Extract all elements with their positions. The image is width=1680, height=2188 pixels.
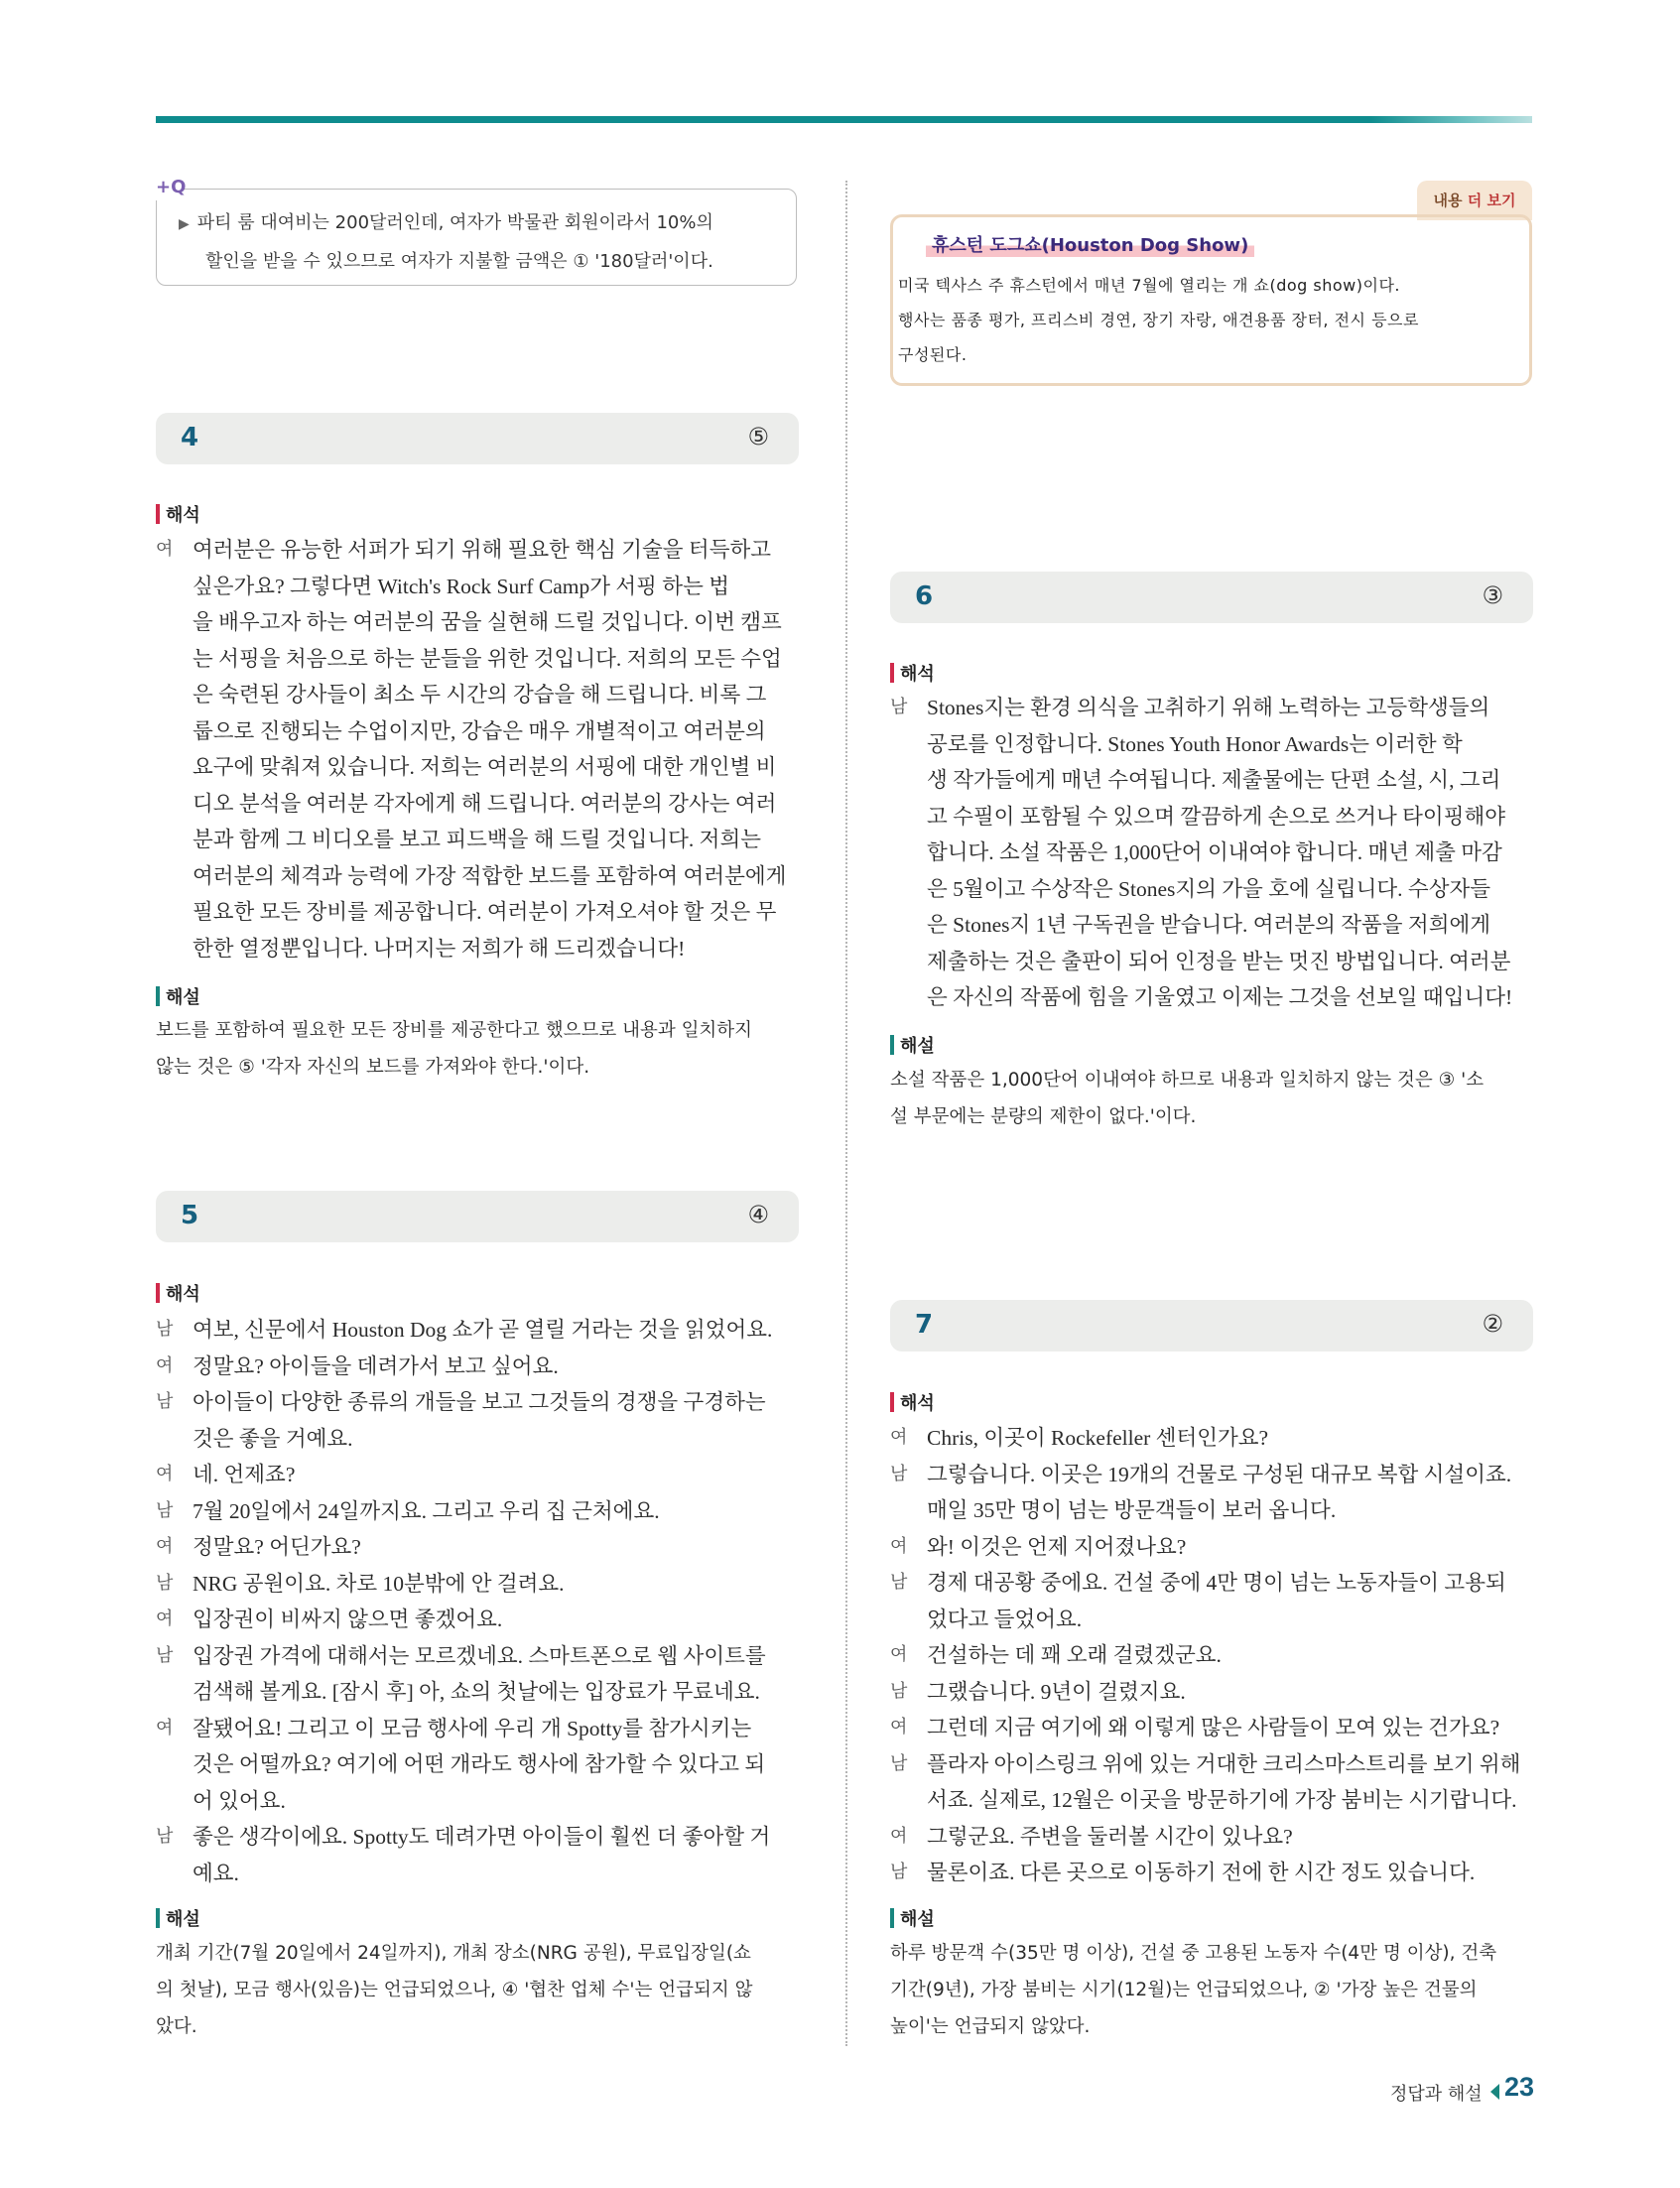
q7-explanation — [890, 1935, 1533, 2045]
translation-line — [156, 532, 799, 569]
question-answer: ④ — [747, 1201, 769, 1228]
speaker-label: 남 — [156, 1391, 174, 1412]
explanation-line — [156, 1012, 799, 1049]
line-text: 좋은 생각이에요. Spotty도 데려가면 아이들이 훨씬 더 좋아할 거 — [193, 1825, 771, 1849]
line-text: 어 있어요. — [193, 1788, 286, 1813]
dialogue-line — [890, 1457, 1533, 1493]
explanation-line — [890, 1062, 1533, 1098]
tip-line-1-text: 파티 룸 대여비는 200달러인데, 여자가 박물관 회원이라서 10%의 — [196, 212, 713, 233]
footer-label: 정답과 해설 — [1390, 2084, 1483, 2105]
line-text: Stones지는 환경 의식을 고취하기 위해 노력하는 고등학생들의 — [927, 696, 1490, 719]
speaker-label: 여 — [890, 1717, 908, 1738]
dialogue-line — [156, 1312, 799, 1349]
info-title: 휴스턴 도그쇼(Houston Dog Show) — [926, 231, 1254, 257]
explanation-line — [890, 1935, 1533, 1972]
top-rule — [156, 116, 1532, 123]
translation-line — [156, 786, 799, 823]
line-text: 네. 언제죠? — [193, 1463, 296, 1486]
speaker-label: 남 — [156, 1319, 174, 1340]
translation-line — [890, 944, 1533, 980]
dialogue-line — [156, 1602, 799, 1638]
dialogue-line — [156, 1529, 799, 1566]
line-text: 검색해 볼게요. [잠시 후] 아, 쇼의 첫날에는 입장료가 무료네요. — [193, 1680, 760, 1704]
question-number: 7 — [915, 1310, 934, 1340]
dialogue-line — [890, 1492, 1533, 1529]
tip-badge-label: +Q — [156, 177, 187, 197]
question-header-7 — [890, 1300, 1533, 1351]
speaker-label: 여 — [890, 1644, 908, 1665]
dialogue-line — [890, 1674, 1533, 1711]
explanation-line — [890, 1972, 1533, 2008]
line-text: 은 5월이고 수상작은 Stones지의 가을 호에 실립니다. 수상자들 — [927, 876, 1491, 901]
dialogue-line — [890, 1602, 1533, 1638]
dialogue-line — [156, 1746, 799, 1783]
q4-explanation — [156, 1012, 799, 1086]
translation-line — [890, 690, 1533, 726]
translation-line — [156, 569, 799, 605]
translation-line — [156, 931, 799, 967]
dialogue-line — [890, 1637, 1533, 1674]
explanation-label: 해설 — [156, 1905, 200, 1931]
line-text: 공로를 인정합니다. Stones Youth Honor Awards는 이러한 학 — [927, 731, 1463, 756]
explanation-line — [156, 2008, 799, 2045]
line-text: 하루 방문객 수(35만 명 이상), 건설 중 고용된 노동자 수(4만 명 이상), 건축 — [890, 1943, 1497, 1964]
line-text: 그렇습니다. 이곳은 19개의 건물로 구성된 대규모 복합 시설이죠. — [927, 1462, 1512, 1486]
line-text: 입장권 가격에 대해서는 모르겠네요. 스마트폰으로 웹 사이트를 — [193, 1643, 766, 1668]
top-rule-accent — [1369, 116, 1532, 123]
speaker-label: 남 — [156, 1499, 174, 1521]
speaker-label: 남 — [156, 1644, 174, 1666]
line-text: 고 수필이 포함될 수 있으며 깔끔하게 손으로 쓰거나 타이핑해야 — [927, 804, 1505, 829]
line-text: 은 숙련된 강사들이 최소 두 시간의 강습을 해 드립니다. 비록 그 — [193, 683, 767, 707]
speaker-label: 남 — [156, 1826, 174, 1847]
line-text: 와! 이것은 언제 지어졌나요? — [927, 1534, 1187, 1559]
explanation-line — [890, 2008, 1533, 2045]
speaker-label: 여 — [156, 1354, 174, 1376]
line-text: 제출하는 것은 출판이 되어 인정을 받는 멋진 방법입니다. 여러분 — [927, 949, 1511, 973]
dialogue-line — [890, 1819, 1533, 1856]
translation-line — [156, 894, 799, 931]
line-text: 않는 것은 ⑤ '각자 자신의 보드를 가져와야 한다.'이다. — [156, 1057, 590, 1078]
translation-line — [156, 858, 799, 895]
speaker-label: 남 — [890, 1572, 908, 1593]
line-text: 잘됐어요! 그리고 이 모금 행사에 우리 개 Spotty를 참가시키는 — [193, 1716, 752, 1740]
info-line: 구성된다. — [898, 345, 968, 364]
speaker-label: 여 — [156, 1717, 174, 1738]
info-line: 미국 텍사스 주 휴스턴에서 매년 7월에 열리는 개 쇼(dog show)이다. — [898, 276, 1401, 295]
line-text: 은 Stones지 1년 구독권을 받습니다. 여러분의 작품을 저희에게 — [927, 913, 1491, 937]
line-text: 입장권이 비싸지 않으면 좋겠어요. — [193, 1608, 503, 1631]
line-text: 었다고 들었어요. — [927, 1607, 1083, 1631]
info-tab-label: 내용 — [1433, 192, 1463, 209]
q6-translation — [890, 690, 1533, 1016]
line-text: 소설 작품은 1,000단어 이내여야 하므로 내용과 일치하지 않는 것은 ③ '소 — [890, 1070, 1485, 1091]
dialogue-line — [156, 1819, 799, 1856]
line-text: 은 자신의 작품에 힘을 기울였고 이제는 그것을 선보일 때입니다! — [927, 985, 1513, 1009]
dialogue-line — [890, 1420, 1533, 1457]
question-answer: ⑤ — [747, 423, 769, 450]
line-text: 것은 어떨까요? 여기에 어떤 개라도 행사에 참가할 수 있다고 되 — [193, 1752, 766, 1776]
info-line: 행사는 품종 평가, 프리스비 경연, 장기 자랑, 애견용품 장터, 전시 등으로 — [898, 311, 1419, 329]
line-text: 건설하는 데 꽤 오래 걸렸겠군요. — [927, 1643, 1222, 1667]
explanation-label: 해설 — [890, 1032, 935, 1058]
q5-dialogue — [156, 1312, 799, 1891]
translation-line — [890, 799, 1533, 836]
speaker-label: 남 — [890, 1752, 908, 1774]
line-text: 여보, 신문에서 Houston Dog 쇼가 곧 열릴 거라는 것을 읽었어요. — [193, 1318, 773, 1342]
dialogue-line — [156, 1711, 799, 1747]
line-text: 플라자 아이스링크 위에 있는 거대한 크리스마스트리를 보기 위해 — [927, 1751, 1521, 1776]
dialogue-line — [890, 1710, 1533, 1746]
speaker-label: 여 — [890, 1535, 908, 1557]
explanation-line — [156, 1972, 799, 2008]
question-answer: ② — [1482, 1310, 1503, 1338]
dialogue-line — [156, 1638, 799, 1675]
line-text: 7월 20일에서 24일까지요. 그리고 우리 집 근처에요. — [193, 1498, 660, 1523]
dialogue-line — [890, 1782, 1533, 1819]
dialogue-line — [156, 1566, 799, 1603]
q6-explanation — [890, 1062, 1533, 1135]
translation-line — [890, 907, 1533, 944]
tip-badge — [156, 177, 187, 200]
line-text: 여러분의 체격과 능력에 가장 적합한 보드를 포함하여 여러분에게 — [193, 863, 787, 888]
translation-line — [156, 749, 799, 786]
question-number: 5 — [181, 1201, 199, 1230]
dialogue-line — [156, 1457, 799, 1493]
line-text: 여러분은 유능한 서퍼가 되기 위해 필요한 핵심 기술을 터득하고 — [193, 538, 771, 562]
line-text: 싶은가요? 그렇다면 Witch's Rock Surf Camp가 서핑 하는 법 — [193, 574, 729, 598]
speaker-label: 여 — [156, 1609, 174, 1629]
line-text: 정말요? 어딘가요? — [193, 1535, 361, 1559]
translation-line — [156, 713, 799, 750]
explanation-line — [156, 1935, 799, 1972]
speaker-label: 여 — [156, 1536, 174, 1557]
translation-line — [890, 979, 1533, 1016]
line-text: 합니다. 소설 작품은 1,000단어 이내여야 합니다. 매년 제출 마감 — [927, 840, 1502, 864]
line-text: 아이들이 다양한 종류의 개들을 보고 그것들의 경쟁을 구경하는 — [193, 1390, 766, 1414]
translation-line — [156, 822, 799, 858]
translation-line — [890, 726, 1533, 763]
translation-label: 해석 — [156, 1280, 200, 1306]
tip-line-1 — [179, 204, 784, 243]
translation-line — [890, 871, 1533, 908]
page-number: 23 — [1504, 2072, 1535, 2102]
question-header-4 — [156, 413, 799, 464]
speaker-label: 남 — [156, 1572, 174, 1594]
line-text: 요구에 맞춰져 있습니다. 저희는 여러분의 서핑에 대한 개인별 비 — [193, 755, 777, 779]
question-number: 6 — [915, 581, 934, 611]
question-header-5 — [156, 1191, 799, 1242]
speaker-label: 여 — [156, 1464, 174, 1484]
line-text: 매일 35만 명이 넘는 방문객들이 보러 옵니다. — [927, 1498, 1337, 1522]
speaker-label: 남 — [890, 1862, 908, 1882]
triangle-left-icon — [1490, 2084, 1499, 2100]
triangle-right-icon: ▶ — [179, 216, 190, 232]
line-text: 의 첫날), 모금 행사(있음)는 언급되었으나, ④ '협찬 업체 수'는 언급되지 않 — [156, 1980, 753, 2000]
speaker-label: 여 — [890, 1427, 908, 1448]
dialogue-line — [156, 1349, 799, 1385]
dialogue-line — [890, 1565, 1533, 1602]
dialogue-line — [156, 1384, 799, 1421]
question-answer: ③ — [1482, 581, 1503, 609]
line-text: 았다. — [156, 2016, 197, 2037]
dialogue-line — [156, 1421, 799, 1458]
explanation-label: 해설 — [156, 983, 200, 1009]
translation-label: 해석 — [890, 1389, 935, 1415]
line-text: 생 작가들에게 매년 수여됩니다. 제출물에는 단편 소설, 시, 그리 — [927, 768, 1501, 792]
explanation-label: 해설 — [890, 1905, 935, 1931]
q5-explanation — [156, 1935, 799, 2045]
line-text: 예요. — [193, 1861, 239, 1885]
speaker-label: 여 — [156, 539, 174, 560]
translation-line — [890, 762, 1533, 799]
line-text: 룹으로 진행되는 수업이지만, 강습은 매우 개별적이고 여러분의 — [193, 718, 766, 743]
translation-line — [156, 641, 799, 678]
line-text: 필요한 모든 장비를 제공합니다. 여러분이 가져오셔야 할 것은 무 — [193, 900, 777, 924]
line-text: 을 배우고자 하는 여러분의 꿈을 실현해 드릴 것입니다. 이번 캠프 — [193, 610, 782, 634]
tip-line-2: 할인을 받을 수 있으므로 여자가 지불할 금액은 ① '180달러'이다. — [205, 251, 713, 272]
dialogue-line — [890, 1746, 1533, 1783]
translation-line — [156, 604, 799, 641]
translation-label: 해석 — [890, 660, 935, 686]
q7-dialogue — [890, 1420, 1533, 1891]
line-text: NRG 공원이요. 차로 10분밖에 안 걸려요. — [193, 1571, 565, 1596]
speaker-label: 남 — [890, 1680, 908, 1702]
translation-line — [156, 677, 799, 713]
line-text: 경제 대공황 중에요. 건설 중에 4만 명이 넘는 노동자들이 고용되 — [927, 1571, 1506, 1595]
dialogue-line — [156, 1783, 799, 1820]
line-text: 정말요? 아이들을 데려가서 보고 싶어요. — [193, 1353, 559, 1378]
translation-line — [890, 835, 1533, 871]
line-text: 그렇군요. 주변을 둘러볼 시간이 있나요? — [927, 1824, 1293, 1849]
line-text: 것은 좋을 거예요. — [193, 1426, 353, 1451]
line-text: 설 부문에는 분량의 제한이 없다.'이다. — [890, 1106, 1197, 1127]
info-body — [898, 268, 1523, 372]
line-text: 는 서핑을 처음으로 하는 분들을 위한 것입니다. 저희의 모든 수업 — [193, 646, 782, 671]
column-divider — [845, 181, 847, 2046]
dialogue-line — [156, 1674, 799, 1711]
translation-label: 해석 — [156, 501, 200, 527]
q4-translation — [156, 532, 799, 966]
line-text: 한한 열정뿐입니다. 나머지는 저희가 해 드리겠습니다! — [193, 936, 686, 961]
line-text: 분과 함께 그 비디오를 보고 피드백을 해 드릴 것입니다. 저희는 — [193, 828, 761, 851]
line-text: 기간(9년), 가장 붐비는 시기(12월)는 언급되었으나, ② '가장 높은 건물의 — [890, 1980, 1478, 2000]
question-number: 4 — [181, 423, 199, 452]
line-text: 높이'는 언급되지 않았다. — [890, 2016, 1091, 2037]
info-tab-more: 더 보기 — [1467, 192, 1516, 209]
tip-text — [179, 204, 784, 280]
speaker-label: 여 — [890, 1825, 908, 1847]
explanation-line — [890, 1098, 1533, 1135]
line-text: 그랬습니다. 9년이 걸렸지요. — [927, 1679, 1186, 1704]
dialogue-line — [156, 1493, 799, 1530]
line-text: 서죠. 실제로, 12월은 이곳을 방문하기에 가장 붐비는 시기랍니다. — [927, 1788, 1517, 1812]
line-text: 그런데 지금 여기에 왜 이렇게 많은 사람들이 모여 있는 건가요? — [927, 1716, 1500, 1739]
line-text: 보드를 포함하여 필요한 모든 장비를 제공한다고 했으므로 내용과 일치하지 — [156, 1020, 753, 1041]
dialogue-line — [890, 1529, 1533, 1566]
dialogue-line — [156, 1856, 799, 1892]
speaker-label: 남 — [890, 697, 908, 717]
line-text: 디오 분석을 여러분 각자에게 해 드립니다. 여러분의 강사는 여러 — [193, 791, 777, 816]
dialogue-line — [890, 1855, 1533, 1891]
speaker-label: 남 — [890, 1463, 908, 1484]
explanation-line — [156, 1049, 799, 1086]
question-header-6 — [890, 572, 1533, 623]
line-text: 개최 기간(7월 20일에서 24일까지), 개최 장소(NRG 공원), 무료입장일(쇼 — [156, 1943, 751, 1964]
line-text: Chris, 이곳이 Rockefeller 센터인가요? — [927, 1426, 1269, 1450]
line-text: 물론이죠. 다른 곳으로 이동하기 전에 한 시간 정도 있습니다. — [927, 1861, 1476, 1884]
